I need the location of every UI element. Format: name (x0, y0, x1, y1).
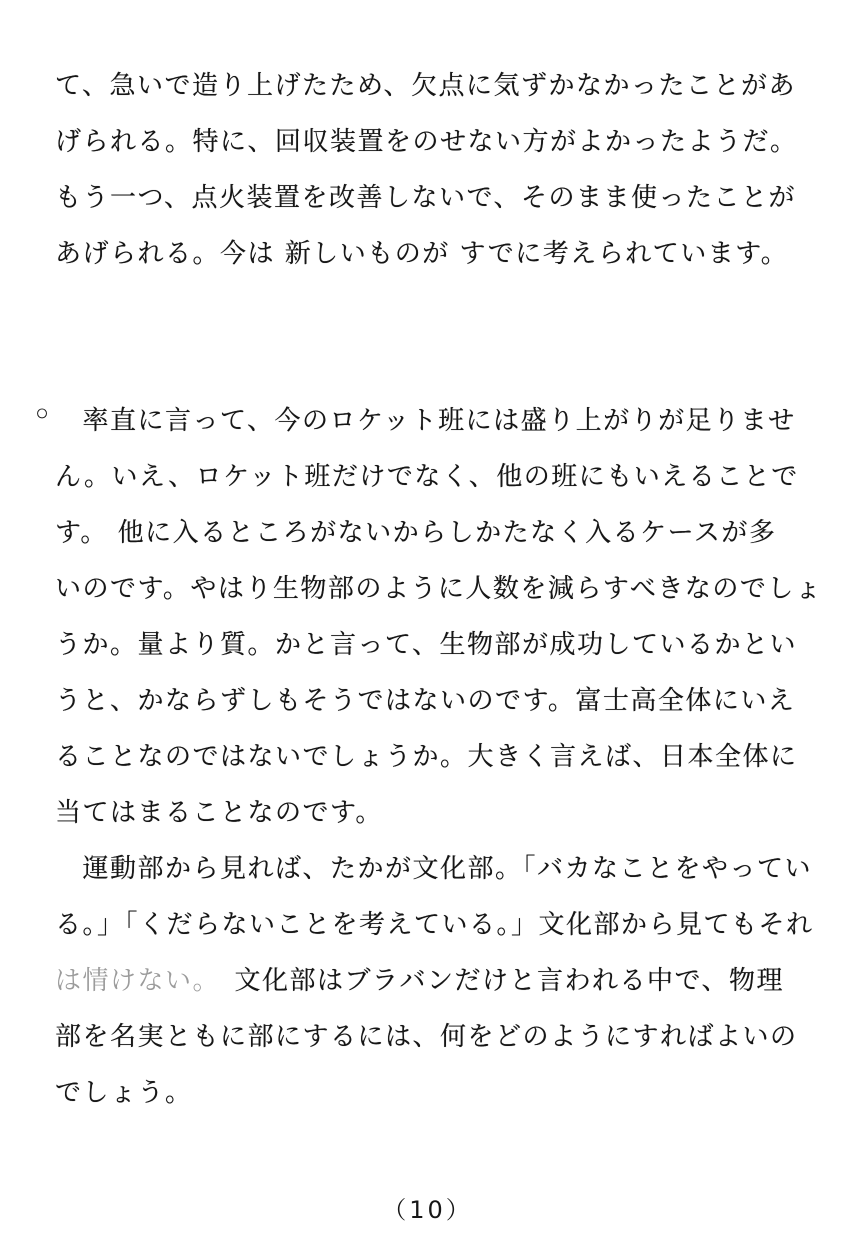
bullet-circle-icon: ◦ (32, 395, 53, 435)
handwritten-line: うか。量より質。かと言って、生物部が成功しているかとい (55, 630, 797, 660)
paragraph-club-reflection (55, 393, 835, 1121)
handwritten-line: す。 他に入るところがないからしかたなく入るケースが多 (55, 518, 777, 548)
handwritten-line: あげられる。今は 新しいものが すでに考えられています。 (55, 239, 789, 269)
handwritten-line: もう一つ、点火装置を改善しないで、そのまま使ったことが (55, 183, 796, 213)
handwritten-line: 部を名実ともに部にするには、何をどのようにすればよいの (55, 1022, 798, 1052)
handwritten-line: 率直に言って、今のロケット班には盛り上がりが足りませ (55, 406, 796, 436)
handwritten-line: ることなのではないでしょうか。大きく言えば、日本全体に (55, 742, 798, 772)
paragraph-rocket-defects (55, 58, 835, 282)
handwritten-line: げられる。特に、回収装置をのせない方がよかったようだ。 (55, 127, 798, 157)
handwritten-line: て、急いで造り上げたため、欠点に気ずかなかったことがあ (55, 71, 796, 101)
faded-text: は情けない。 (55, 966, 208, 996)
handwritten-line (55, 953, 835, 1009)
page-number: （10） (382, 1196, 473, 1224)
handwritten-line: うと、かならずしもそうではないのです。富士高全体にいえ (55, 686, 796, 716)
handwritten-line: いのです。やはり生物部のように人数を減らすべきなのでしょ (55, 574, 823, 604)
handwritten-line: ん。いえ、ロケット班だけでなく、他の班にもいえることで (55, 462, 799, 492)
handwritten-line: る。」「くだらないことを考えている。」文化部から見てもそれ (55, 910, 814, 940)
line-text: 文化部はブラバンだけと言われる中で、物理 (207, 966, 784, 996)
handwritten-line: でしょう。 (55, 1078, 193, 1108)
handwritten-line: 当てはまることなのです。 (55, 798, 383, 828)
handwritten-line: 運動部から見れば、たかが文化部。「バカなことをやってい (55, 854, 813, 884)
